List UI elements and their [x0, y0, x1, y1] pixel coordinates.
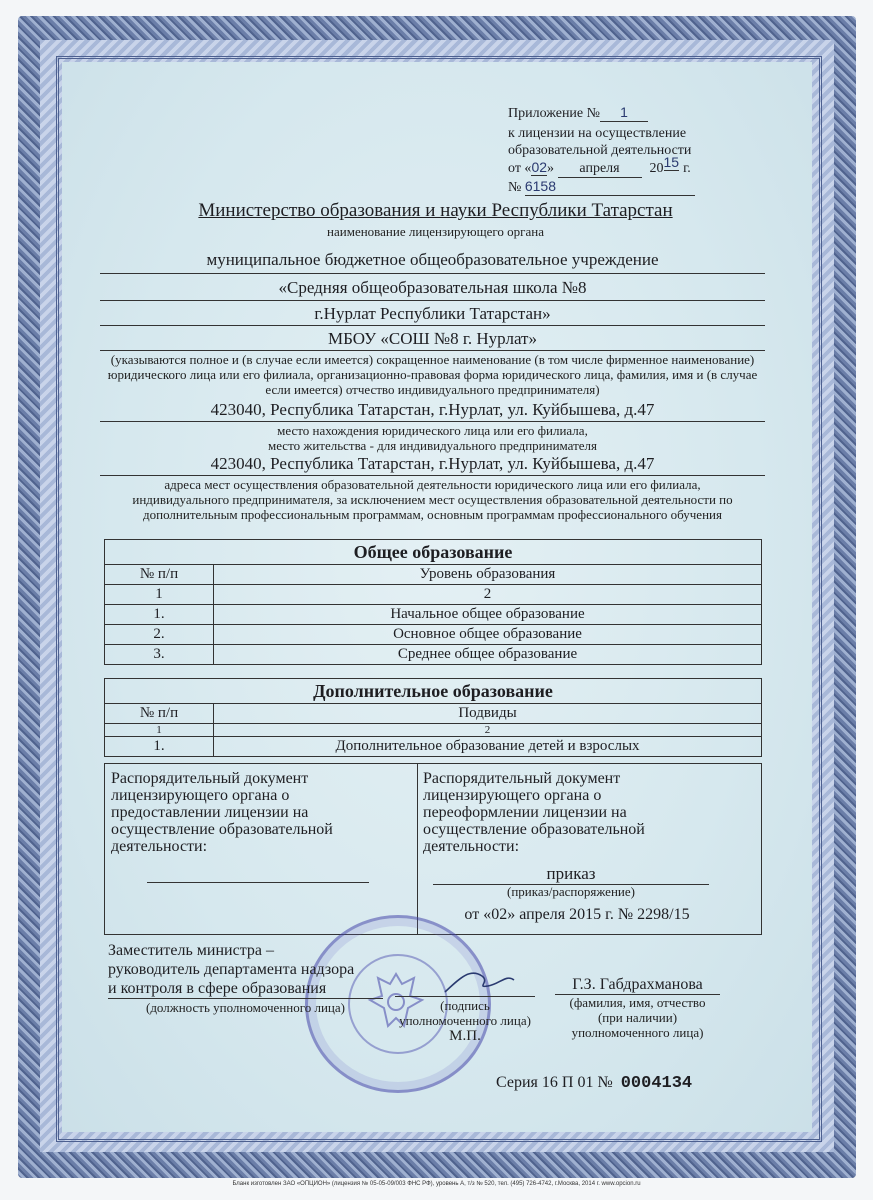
date-year-end: г.	[683, 161, 691, 176]
activity-address: 423040, Республика Татарстан, г.Нурлат, ул. Куйбышева, д.47	[100, 454, 765, 476]
signatory-position	[108, 941, 383, 1015]
appendix-block	[508, 104, 728, 196]
date-year-prefix: 20	[649, 161, 664, 176]
license-no-label: №	[508, 180, 522, 195]
printer-footer: Бланк изготовлен ЗАО «ОПЦИОН» (лицензия № 05-05-09/003 ФНС РФ), уровень А, т/з № 520, тел. (495) 726-4742, г.Москва, 2014 г. www.opcion.ru	[232, 1181, 641, 1187]
admin-doc-left-line	[147, 882, 369, 883]
table-row	[105, 625, 762, 645]
series-label: Серия	[496, 1074, 538, 1091]
row-name: Основное общее образование	[214, 625, 762, 645]
signatory-name: Г.З. Габдрахманова	[555, 976, 720, 995]
table-header-subtype: Подвиды	[214, 704, 762, 724]
admin-doc-date: от «02» апреля 2015 г. № 2298/15	[464, 906, 690, 923]
position-line3: и контроля в сфере образования	[108, 979, 383, 999]
location-block	[100, 400, 765, 453]
row-name: Среднее общее образование	[214, 645, 762, 665]
general-education-title: Общее образование	[105, 540, 762, 565]
organization-block	[100, 250, 765, 397]
date-day: 02	[531, 159, 548, 175]
row-name: Дополнительное образование детей и взрослых	[214, 737, 762, 757]
mp-label: М.П.	[449, 1028, 481, 1044]
additional-education-table	[104, 678, 762, 757]
license-number: 6158	[525, 178, 695, 196]
sign-caption2: уполномоченного лица)	[399, 1013, 531, 1028]
appendix-label: Приложение №	[508, 106, 600, 121]
ministry-name: Министерство образования и науки Республики Татарстан	[198, 200, 673, 221]
general-education-table	[104, 539, 762, 665]
table-row	[105, 645, 762, 665]
position-caption: (должность уполномоченного лица)	[145, 1000, 345, 1015]
name-caption3: уполномоченного лица)	[571, 1025, 704, 1040]
table-colnum-1: 1	[105, 585, 214, 605]
activity-caption: адреса мест осуществления образовательной деятельности юридического лица или его филиала, индивидуального предпринимателя, за исключением мест осуществления образовательной деятельности по дополнительным профессиональным программам, основным программам профессионального обучения	[132, 477, 733, 522]
org-short-name: МБОУ «СОШ №8 г. Нурлат»	[100, 326, 765, 351]
series-value: 16 П 01	[541, 1074, 594, 1091]
date-year-suffix: 15	[663, 154, 680, 170]
date-mid: »	[547, 161, 555, 176]
appendix-line2: образовательной деятельности	[508, 143, 692, 158]
table-header-num: № п/п	[105, 704, 214, 724]
table-colnum-2: 2	[214, 724, 762, 737]
org-line1: муниципальное бюджетное общеобразовательное учреждение	[100, 250, 765, 274]
table-colnum-2: 2	[214, 585, 762, 605]
blank-series	[496, 1074, 692, 1093]
row-number: 3.	[105, 645, 214, 665]
admin-doc-left-text: Распорядительный документ лицензирующего органа о предоставлении лицензии на осуществление образовательной деятельности:	[111, 770, 333, 855]
date-month: апреля	[558, 160, 642, 178]
row-number: 1.	[105, 605, 214, 625]
table-row	[105, 737, 762, 757]
location-caption2: место жительства - для индивидуального предпринимателя	[267, 438, 598, 453]
location-caption1: место нахождения юридического лица или его филиала,	[277, 423, 588, 438]
location-address: 423040, Республика Татарстан, г.Нурлат, ул. Куйбышева, д.47	[100, 400, 765, 422]
name-caption2: (при наличии)	[597, 1010, 678, 1025]
appendix-line1: к лицензии на осуществление	[508, 126, 687, 141]
name-caption1: (фамилия, имя, отчество	[569, 995, 706, 1010]
signature-scribble-icon	[440, 958, 520, 998]
table-header-num: № п/п	[105, 565, 214, 585]
admin-doc-left	[105, 764, 418, 934]
table-colnum-1: 1	[105, 724, 214, 737]
table-header-level: Уровень образования	[214, 565, 762, 585]
admin-doc-right-text: Распорядительный документ лицензирующего органа о переоформлении лицензии на осуществление образовательной деятельности:	[423, 770, 645, 855]
admin-doc-type: приказ	[433, 864, 709, 885]
row-name: Начальное общее образование	[214, 605, 762, 625]
additional-education-title: Дополнительное образование	[105, 679, 762, 704]
admin-docs-box	[104, 763, 762, 935]
activity-place-block	[100, 454, 765, 522]
date-prefix: от «	[508, 161, 532, 176]
series-no-label: №	[597, 1074, 613, 1091]
org-line2: «Средняя общеобразовательная школа №8	[100, 274, 765, 301]
sign-caption1: (подпись	[440, 998, 490, 1013]
org-line3: г.Нурлат Республики Татарстан»	[100, 301, 765, 326]
series-number: 0004134	[620, 1074, 693, 1093]
ministry-block	[108, 200, 763, 239]
position-line1: Заместитель министра –	[108, 942, 274, 959]
appendix-number: 1	[600, 104, 648, 122]
position-line2: руководитель департамента надзора	[108, 961, 355, 978]
admin-doc-type-caption: (приказ/распоряжение)	[507, 884, 635, 899]
table-row	[105, 605, 762, 625]
ministry-caption: наименование лицензирующего органа	[327, 224, 544, 239]
signature-caption	[395, 998, 535, 1044]
row-number: 2.	[105, 625, 214, 645]
row-number: 1.	[105, 737, 214, 757]
org-caption: (указываются полное и (в случае если имеется) сокращенное наименование (в том числе фирменное наименование) юридического лица или его филиала, организационно-правовая форма юридического лица, фамилия, имя и (в случае если имеется) отчество индивидуального предпринимателя)	[107, 352, 758, 397]
signatory-name-block	[555, 976, 720, 1040]
